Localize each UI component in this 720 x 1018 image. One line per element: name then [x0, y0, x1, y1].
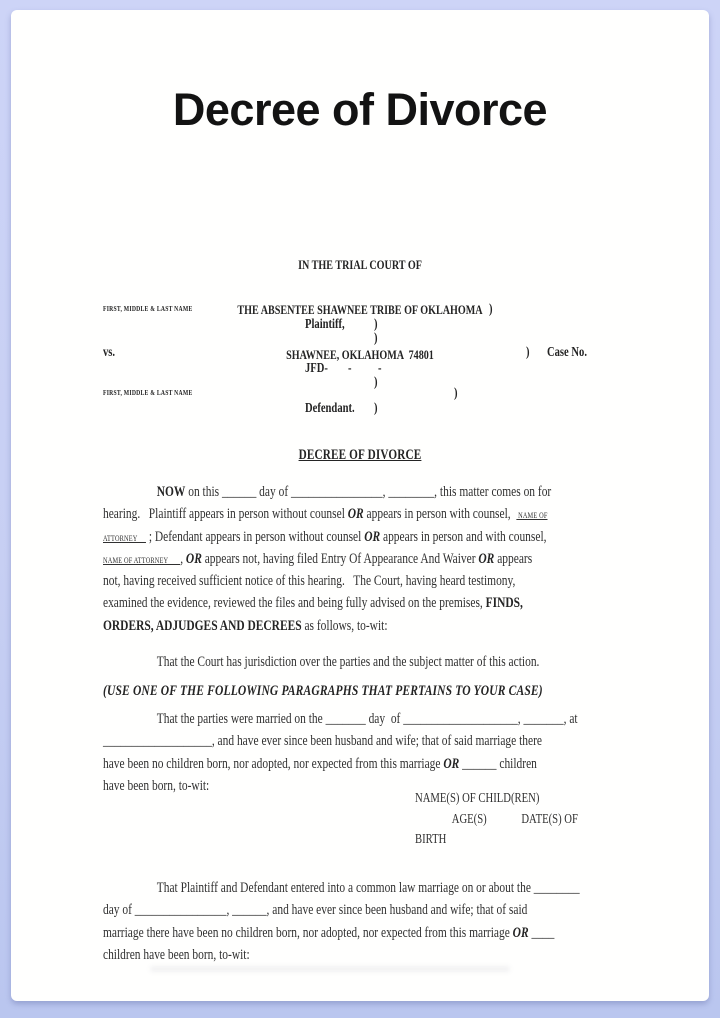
caption-paren: )	[374, 330, 378, 345]
text-line: hearing. Plaintiff appears in person without counsel OR appears in person with counsel, NAME OF	[103, 506, 548, 523]
text-line: ___________________, and have ever since been husband and wife; that of said marriage there	[103, 733, 542, 750]
text-line: day of ________________, ______, and have ever since been husband and wife; that of said	[103, 902, 528, 919]
jurisdiction-paragraph: That the Court has jurisdiction over the parties and the subject matter of this action.	[156, 654, 540, 670]
text-line: examined the evidence, reviewed the files and being fully advised on the premises, FINDS,	[103, 595, 523, 612]
text-line: children have been born, to-wit:	[103, 946, 250, 963]
case-number-dash: -	[348, 360, 352, 375]
document-title: Decree of Divorce	[172, 84, 548, 135]
text-line: not, having received sufficient notice of this hearing. The Court, having heard testimony,	[103, 573, 516, 590]
marriage-paragraph	[103, 708, 704, 797]
scan-smudge	[150, 966, 510, 972]
court-header-line: THE ABSENTEE SHAWNEE TRIBE OF OKLAHOMA	[237, 303, 483, 317]
text-line: NOW on this ______ day of ________________, ________, this matter comes on for	[156, 484, 552, 500]
children-heading-block	[415, 788, 621, 850]
defendant-label: Defendant.	[305, 400, 355, 415]
common-law-paragraph	[103, 877, 706, 966]
vs-label: vs.	[103, 344, 116, 359]
text-line: AGE(S) DATE(S) OF	[415, 810, 578, 826]
caption-paren: )	[454, 385, 458, 400]
text-line: NAME OF ATTORNEY , OR appears not, having filed Entry Of Appearance And Waiver OR appears	[103, 550, 533, 567]
case-no-label: Case No.	[547, 344, 587, 359]
decree-heading: DECREE OF DIVORCE	[298, 447, 422, 463]
opening-paragraph	[103, 481, 670, 637]
court-header-line: IN THE TRIAL COURT OF	[298, 258, 422, 272]
text-line: BIRTH	[415, 831, 447, 847]
caption-paren: )	[374, 316, 378, 331]
text-line: NAME(S) OF CHILD(REN)	[415, 790, 540, 805]
caption-paren: )	[374, 400, 378, 415]
caption-paren: )	[526, 344, 530, 359]
case-number-prefix: JFD-	[305, 360, 328, 375]
text-line: have been born, to-wit:	[103, 777, 210, 794]
court-header-line: SHAWNEE, OKLAHOMA 74801	[286, 348, 434, 362]
caption-paren: )	[489, 301, 493, 316]
plaintiff-label: Plaintiff,	[305, 316, 345, 331]
text-line: ORDERS, ADJUDGES AND DECREES as follows, to-wit:	[103, 617, 388, 634]
text-line: have been no children born, nor adopted, nor expected from this marriage OR ______ children	[103, 755, 537, 772]
case-number-dash: -	[378, 360, 382, 375]
text-line: That Plaintiff and Defendant entered into a common law marriage on or about the ________	[156, 880, 580, 896]
caption-paren: )	[374, 374, 378, 389]
text-line: That the parties were married on the _______ day of ____________________, _______, at	[156, 711, 578, 727]
instruction-note: (USE ONE OF THE FOLLOWING PARAGRAPHS THAT PERTAINS TO YOUR CASE)	[103, 683, 543, 699]
plaintiff-name-hint: FIRST, MIDDLE & LAST NAME	[103, 305, 193, 313]
defendant-name-hint: FIRST, MIDDLE & LAST NAME	[103, 389, 193, 397]
text-line: marriage there have been no children born, nor adopted, nor expected from this marriage OR ____	[103, 924, 555, 941]
text-line: ATTORNEY ; Defendant appears in person without counsel OR appears in person and with counsel,	[103, 528, 547, 545]
